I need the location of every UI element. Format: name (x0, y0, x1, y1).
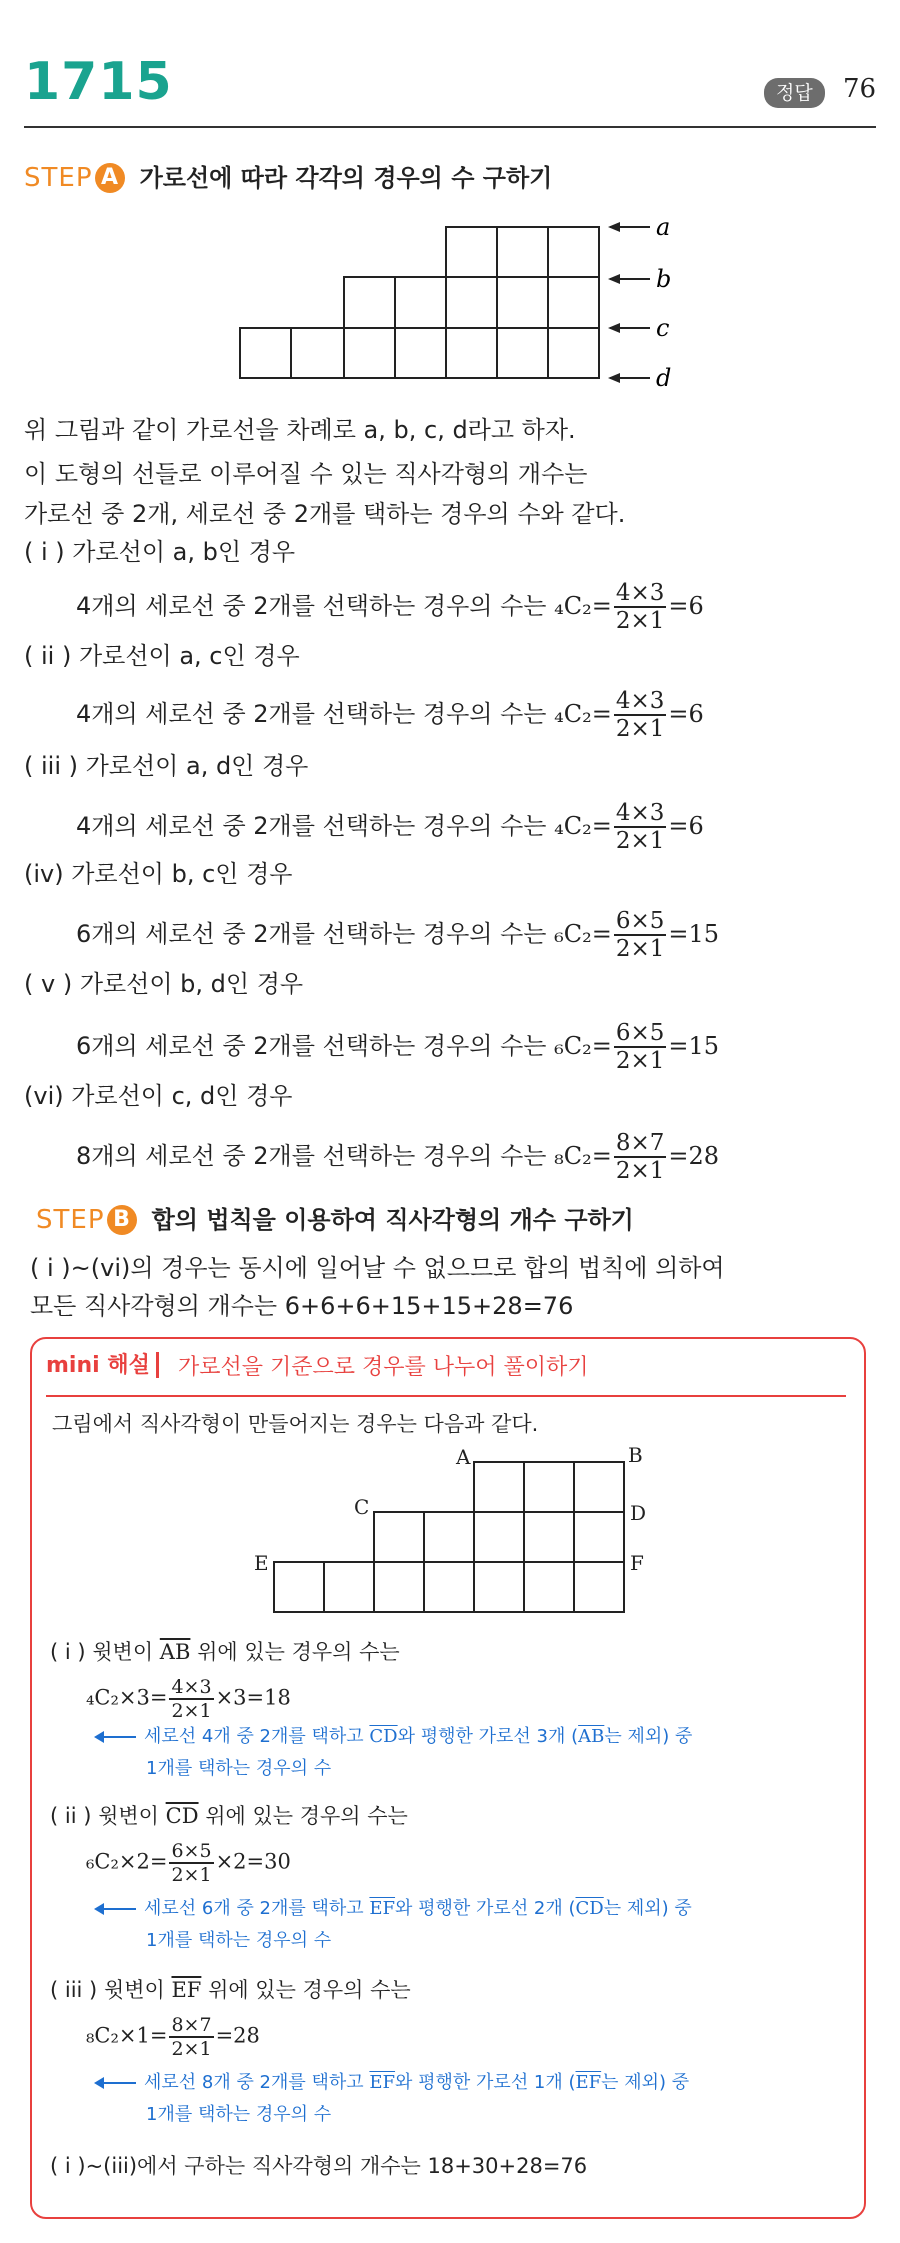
intro-line-1: 위 그림과 같이 가로선을 차례로 a, b, c, d라고 하자. (24, 416, 576, 444)
mini-separator (46, 1395, 846, 1397)
staircase-grid-figure (230, 215, 680, 395)
step-a-label: STEP (24, 163, 93, 193)
case-3-body: 4개의 세로선 중 2개를 선택하는 경우의 수는 ₄C₂= $\frac{4\times 3}{2\times 1}$ =6 (76, 800, 704, 854)
mini-intro: 그림에서 직사각형이 만들어지는 경우는 다음과 같다. (52, 1412, 539, 1436)
answer-page: 76 (843, 74, 877, 104)
case-2-heading: ( ii ) 가로선이 a, c인 경우 (24, 642, 300, 670)
case-1-heading: ( i ) 가로선이 a, b인 경우 (24, 538, 296, 566)
case-4-heading: (iv) 가로선이 b, c인 경우 (24, 860, 293, 888)
step-b-title: 합의 법칙을 이용하여 직사각형의 개수 구하기 (151, 1206, 634, 1234)
point-E: E (254, 1551, 269, 1575)
case-2-body: 4개의 세로선 중 2개를 선택하는 경우의 수는 ₄C₂= $\frac{4\times 3}{2\times 1}$ =6 (76, 688, 704, 742)
conclusion-line-1: ( i )~(vi)의 경우는 동시에 일어날 수 없으므로 합의 법칙에 의하여 (30, 1254, 725, 1282)
line-label-a: a (656, 215, 671, 241)
step-a-heading (24, 158, 552, 193)
case-3-heading: ( iii ) 가로선이 a, d인 경우 (24, 752, 309, 780)
mini-item-3-note: 세로선 8개 중 2개를 택하고 $\overline{EF}$와 평행한 가로선 1개 ($\overline{EF}$는 제외) 중 (96, 2070, 689, 2096)
step-a-letter: A (95, 163, 125, 193)
mini-item-1-heading: ( i ) 윗변이 $\overline{AB}$ 위에 있는 경우의 수는 (50, 1640, 400, 1664)
conclusion-line-2: 모든 직사각형의 개수는 6+6+6+15+15+28=76 (30, 1292, 574, 1320)
mini-item-3-heading: ( iii ) 윗변이 $\overline{EF}$ 위에 있는 경우의 수는 (50, 1978, 411, 2002)
mini-title: mini 해설 (46, 1353, 150, 1378)
mini-subtitle: 가로선을 기준으로 경우를 나누어 풀이하기 (178, 1355, 589, 1380)
step-b-letter: B (107, 1205, 137, 1235)
mini-item-1-expression: ₄C₂×3= $\frac{4\times 3}{2\times 1}$ ×3=18 (86, 1676, 291, 1722)
point-F: F (630, 1551, 644, 1575)
arrow-icon (96, 1908, 136, 1910)
case-4-body: 6개의 세로선 중 2개를 선택하는 경우의 수는 ₆C₂= $\frac{6\times 5}{2\times 1}$ =15 (76, 908, 720, 962)
case-5-heading: ( v ) 가로선이 b, d인 경우 (24, 970, 304, 998)
line-label-b: b (656, 265, 672, 293)
mini-item-2-heading: ( ii ) 윗변이 $\overline{CD}$ 위에 있는 경우의 수는 (50, 1804, 408, 1828)
mini-item-1-note-2: 1개를 택하는 경우의 수 (146, 1758, 332, 1779)
arrow-icon (96, 1736, 136, 1738)
step-b-heading (36, 1200, 634, 1235)
arrow-icon (96, 2082, 136, 2084)
intro-line-3: 가로선 중 2개, 세로선 중 2개를 택하는 경우의 수와 같다. (24, 500, 626, 528)
line-label-c: c (656, 314, 670, 342)
point-C: C (354, 1495, 370, 1519)
mini-item-3-note-2: 1개를 택하는 경우의 수 (146, 2104, 332, 2125)
problem-number: 1715 (24, 52, 173, 112)
labeled-grid-figure (250, 1440, 670, 1620)
mini-item-2-note-2: 1개를 택하는 경우의 수 (146, 1930, 332, 1951)
mini-item-2-expression: ₆C₂×2= $\frac{6\times 5}{2\times 1}$ ×2=30 (86, 1840, 291, 1886)
step-a-title: 가로선에 따라 각각의 경우의 수 구하기 (139, 164, 553, 192)
mini-item-2-note: 세로선 6개 중 2개를 택하고 $\overline{EF}$와 평행한 가로선 2개 ($\overline{CD}$는 제외) 중 (96, 1896, 692, 1922)
line-label-d: d (656, 364, 672, 392)
mini-final: ( i )~(iii)에서 구하는 직사각형의 개수는 18+30+28=76 (50, 2154, 588, 2178)
point-B: B (628, 1443, 643, 1467)
mini-item-3-expression: ₈C₂×1= $\frac{8\times 7}{2\times 1}$ =28 (86, 2014, 260, 2060)
point-D: D (630, 1501, 647, 1525)
mini-title-divider (156, 1352, 159, 1378)
case-5-body: 6개의 세로선 중 2개를 선택하는 경우의 수는 ₆C₂= $\frac{6\times 5}{2\times 1}$ =15 (76, 1020, 720, 1074)
step-b-label: STEP (36, 1205, 105, 1235)
case-6-heading: (vi) 가로선이 c, d인 경우 (24, 1082, 293, 1110)
header-divider (24, 126, 876, 128)
point-A: A (456, 1445, 471, 1469)
mini-item-1-note: 세로선 4개 중 2개를 택하고 $\overline{CD}$와 평행한 가로선 3개 ($\overline{AB}$는 제외) 중 (96, 1724, 692, 1750)
case-1-body: 4개의 세로선 중 2개를 선택하는 경우의 수는 ₄C₂= $\frac{4\times 3}{2\times 1}$ =6 (76, 580, 704, 634)
case-6-body: 8개의 세로선 중 2개를 선택하는 경우의 수는 ₈C₂= $\frac{8\times 7}{2\times 1}$ =28 (76, 1130, 720, 1184)
intro-line-2: 이 도형의 선들로 이루어질 수 있는 직사각형의 개수는 (24, 460, 588, 488)
answer-badge: 정답 (764, 78, 825, 108)
